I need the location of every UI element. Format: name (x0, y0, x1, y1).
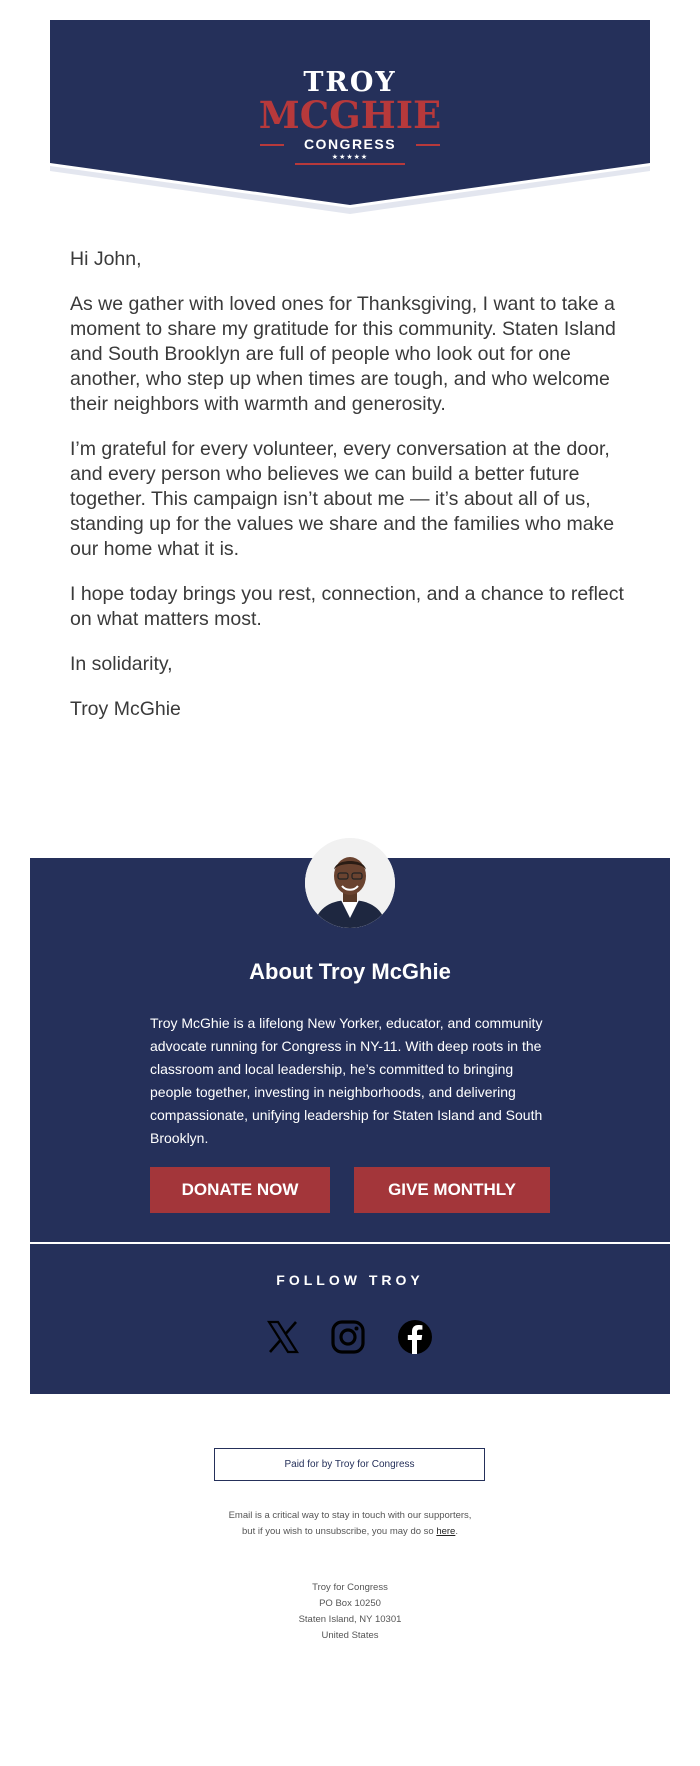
logo-line-right (416, 144, 440, 146)
signature: Troy McGhie (70, 698, 181, 720)
letter-paragraph: I hope today brings you rest, connection, and a chance to reflect on what matters most. (70, 583, 624, 630)
follow-title: FOLLOW TROY (276, 1272, 424, 1288)
unsubscribe-period: . (455, 1526, 458, 1537)
mailing-address (200, 1580, 500, 1644)
closing: In solidarity, (70, 653, 173, 675)
letter-paragraph: I’m grateful for every volunteer, every conversation at the door, and every person who believes we can build a better future together. This campaign isn’t about me — it’s about all of us, standing up for the values we share and the families who make our home what it is. (70, 438, 615, 560)
address-org: Troy for Congress (312, 1582, 388, 1593)
address-country: United States (321, 1630, 379, 1641)
logo-stars: ★★★★★ (331, 154, 369, 161)
give-monthly-button[interactable]: GIVE MONTHLY (354, 1167, 550, 1213)
address-po-box: PO Box 10250 (319, 1598, 381, 1609)
address-city: Staten Island, NY 10301 (298, 1614, 402, 1625)
campaign-logo (50, 68, 650, 165)
candidate-portrait-image (305, 838, 395, 928)
logo-congress: CONGRESS (303, 136, 397, 152)
paid-for-disclaimer: Paid for by Troy for Congress (214, 1448, 485, 1481)
about-description: Troy McGhie is a lifelong New Yorker, educator, and community advocate running for Congress in NY-11. With deep roots in the classroom and local leadership, he’s committed to bringing people together, investing in neighborhoods, and delivering compassionate, unifying leadership for Staten Island and South Brooklyn. (150, 1015, 543, 1146)
greeting: Hi John, (70, 248, 142, 270)
logo-underline (295, 163, 405, 165)
logo-congress-row (260, 136, 440, 152)
avatar (305, 838, 395, 928)
x-icon[interactable] (263, 1317, 303, 1357)
logo-line-left (260, 144, 284, 146)
instagram-icon[interactable] (328, 1317, 368, 1357)
facebook-icon[interactable] (395, 1317, 435, 1357)
donate-now-button[interactable]: DONATE NOW (150, 1167, 330, 1213)
letter-paragraph: As we gather with loved ones for Thanksgiving, I want to take a moment to share my gratitude for this community. Staten Island and South Brooklyn are full of people who look out for one another, who step up when times are tough, and who welcome their neighbors with warmth and generosity. (70, 293, 616, 415)
logo-last-name: MCGHIE (258, 93, 442, 137)
letter-body (70, 247, 635, 742)
unsubscribe-link[interactable]: here (436, 1526, 456, 1537)
unsubscribe-text: Email is a critical way to stay in touch with our supporters, but if you wish to unsubscribe, you may do so (228, 1510, 472, 1537)
about-title: About Troy McGhie (249, 959, 451, 984)
unsubscribe-notice (225, 1508, 475, 1540)
header-banner (50, 20, 650, 220)
logo-first-name: TROY (303, 67, 397, 98)
